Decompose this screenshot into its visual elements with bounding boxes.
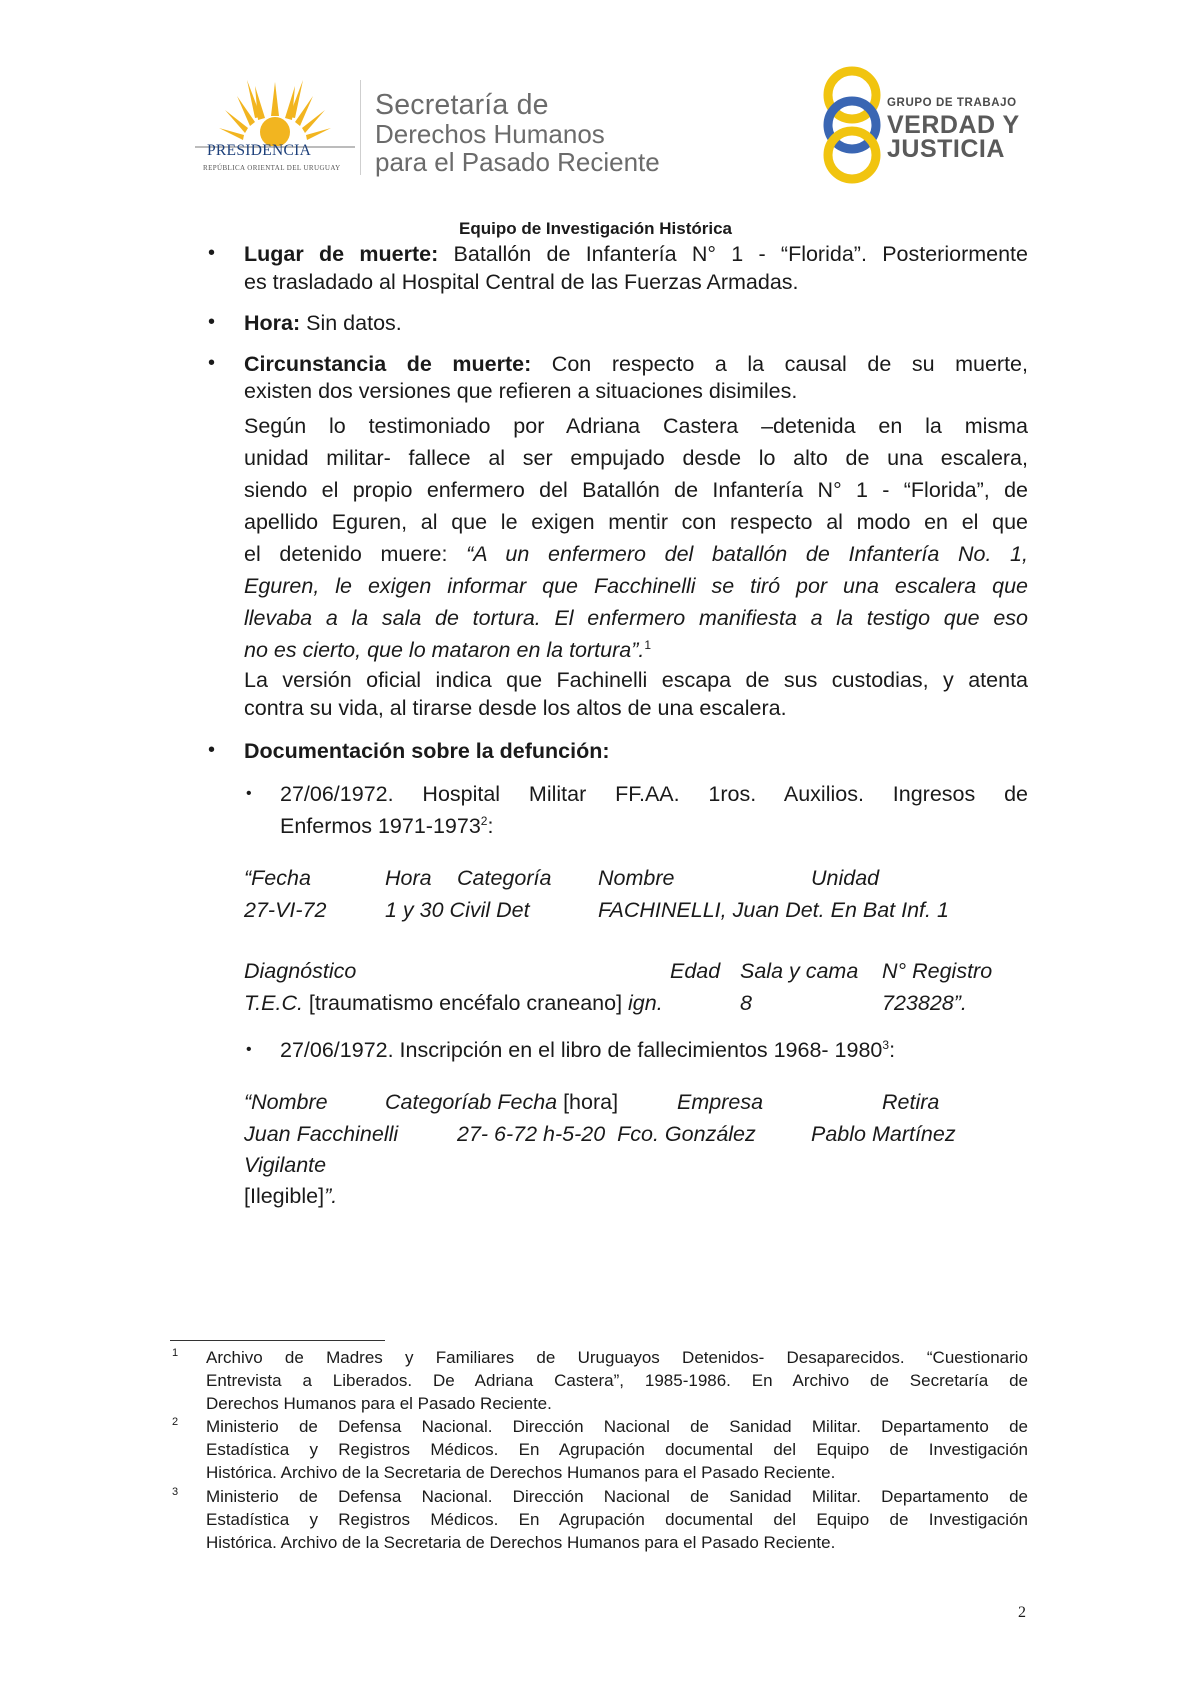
official-line-1: La versión oficial indica que Fachinelli escapa de sus custodias, y atenta <box>244 668 1028 692</box>
table1-r-nombre-unidad: FACHINELLI, Juan Det. En Bat Inf. 1 <box>598 898 949 922</box>
footnote-1-line3: Derechos Humanos para el Pasado Reciente. <box>206 1394 552 1413</box>
bullet2-line <box>244 309 402 337</box>
ilegible-text: [Ilegible] <box>244 1184 325 1208</box>
bullet1-line2: es trasladado al Hospital Central de las Fuerzas Armadas. <box>244 270 799 294</box>
footnote-2-number: 2 <box>172 1416 179 1428</box>
bullet4-label: Documentación sobre la defunción: <box>244 739 610 763</box>
table1-h-nombre: Nombre <box>598 866 675 890</box>
footnote-3-line3: Histórica. Archivo de la Secretaria de Derechos Humanos para el Pasado Reciente. <box>206 1533 836 1552</box>
bullet1-line1 <box>244 240 1028 268</box>
doc1-line2 <box>280 812 493 840</box>
para-line-5a: el detenido muere: <box>244 542 467 566</box>
page-number: 2 <box>1018 1604 1026 1621</box>
bullet3-line1 <box>244 350 1028 378</box>
footnote-2-line3: Histórica. Archivo de la Secretaria de Derechos Humanos para el Pasado Reciente. <box>206 1463 836 1482</box>
table2-r-nombre: Juan Facchinelli <box>244 1122 399 1146</box>
table2-r-ilegible <box>244 1182 337 1210</box>
table2-h-categoria-fecha <box>385 1088 618 1116</box>
sub-bullet-dot: • <box>246 1041 252 1058</box>
table1-h-hora: Hora <box>385 866 432 890</box>
footnote-1-line2: Entrevista a Liberados. De Adriana Castera”, 1985-1986. En Archivo de Secretaría de <box>206 1371 1028 1390</box>
secretaria-title <box>375 90 660 176</box>
bullet1-label: Lugar de muerte: <box>244 242 439 266</box>
table2-h-hora: [hora] <box>557 1090 619 1114</box>
table1-h2-edad: Edad <box>670 959 721 983</box>
footnote-2-line2: Estadística y Registros Médicos. En Agrupación documental del Equipo de Investigación <box>206 1440 1028 1459</box>
table2-h-catfecha-text: Categoríab Fecha <box>385 1090 558 1114</box>
table2-r-fecha-empresa: 27- 6-72 h-5-20 Fco. González <box>457 1122 756 1146</box>
footnote-3-line1: Ministerio de Defensa Nacional. Dirección Nacional de Sanidad Militar. Departamento de <box>206 1487 1028 1506</box>
quote-line-8 <box>244 636 651 664</box>
doc2-line <box>280 1036 895 1064</box>
quote-line-7: llevaba a la sala de tortura. El enfermero manifiesta a la testigo que eso <box>244 606 1028 630</box>
footnote-ref-2: 2 <box>480 813 488 828</box>
bullet-dot: • <box>208 311 216 333</box>
table1-r2-registro: 723828”. <box>882 991 967 1015</box>
footnote-2-line1: Ministerio de Defensa Nacional. Dirección Nacional de Sanidad Militar. Departamento de <box>206 1417 1028 1436</box>
para-line-4: apellido Eguren, al que le exigen mentir con respecto al modo en el que <box>244 510 1028 534</box>
secretaria-line-3: para el Pasado Reciente <box>375 147 660 177</box>
table1-h-categoria: Categoría <box>457 866 552 890</box>
table2-r-retira: Pablo Martínez <box>811 1122 956 1146</box>
bullet3-label: Circunstancia de muerte: <box>244 352 532 376</box>
bullet2-text: Sin datos. <box>300 311 402 335</box>
doc2-text: 27/06/1972. Inscripción en el libro de fallecimientos 1968- 1980 <box>280 1038 883 1062</box>
secretaria-line-2: Derechos Humanos <box>375 119 605 149</box>
official-line-2: contra su vida, al tirarse desde los altos de una escalera. <box>244 696 787 720</box>
footnote-ref-1: 1 <box>644 637 652 652</box>
footnote-1-number: 1 <box>172 1347 179 1359</box>
bullet-dot: • <box>208 242 216 264</box>
bullet2-label: Hora: <box>244 311 301 335</box>
para-line-1: Según lo testimoniado por Adriana Castera –detenida en la misma <box>244 414 1028 438</box>
table1-h2-diagnostico: Diagnóstico <box>244 959 357 983</box>
tec-abbrev: T.E.C. <box>244 991 303 1015</box>
table1-r2-diagnostico <box>244 989 663 1017</box>
table1-h-unidad: Unidad <box>811 866 880 890</box>
quote-line-6: Eguren, le exigen informar que Facchinelli se tiró por una escalera que <box>244 574 1028 598</box>
grupo-small-label: GRUPO DE TRABAJO <box>887 97 1017 109</box>
footnote-3-number: 3 <box>172 1486 179 1498</box>
footnote-1-line1: Archivo de Madres y Familiares de Uruguayos Detenidos- Desaparecidos. “Cuestionario <box>206 1348 1028 1367</box>
bullet4-line <box>244 737 610 765</box>
verdad-justicia-logo <box>812 63 1022 188</box>
footnote-3-line2: Estadística y Registros Médicos. En Agrupación documental del Equipo de Investigación <box>206 1510 1028 1529</box>
table2-h-empresa: Empresa <box>677 1090 764 1114</box>
table2-h-nombre: “Nombre <box>244 1090 328 1114</box>
table1-r-fecha: 27-VI-72 <box>244 898 327 922</box>
bullet1-text: Batallón de Infantería N° 1 - “Florida”. Posteriormente <box>438 242 1028 266</box>
doc1-line2-end: : <box>487 814 494 838</box>
bullet3-text: Con respecto a la causal de su muerte, <box>531 352 1028 376</box>
bullet3-line2: existen dos versiones que refieren a situaciones disimiles. <box>244 379 798 403</box>
presidencia-label: PRESIDENCIA <box>207 142 312 159</box>
bullet-dot: • <box>208 352 216 374</box>
sun-icon <box>195 80 355 150</box>
footnote-ref-3: 3 <box>882 1037 890 1052</box>
presidencia-sublabel: REPÚBLICA ORIENTAL DEL URUGUAY <box>203 164 341 172</box>
table1-h-fecha: “Fecha <box>244 866 311 890</box>
ilegible-end: ”. <box>324 1184 338 1208</box>
presidencia-logo <box>195 80 355 175</box>
team-heading: Equipo de Investigación Histórica <box>459 219 732 238</box>
tec-full: [traumatismo encéfalo craneano] <box>302 991 629 1015</box>
grupo-big-line-2: JUSTICIA <box>887 135 1005 163</box>
table2-r-vigilante: Vigilante <box>244 1153 327 1177</box>
doc2-end: : <box>889 1038 896 1062</box>
table1-h2-registro: N° Registro <box>882 959 993 983</box>
table1-r-hora-cat: 1 y 30 Civil Det <box>385 898 530 922</box>
para-line-5b: “A un enfermero del batallón de Infantería No. 1, <box>466 542 1028 566</box>
footnote-separator <box>170 1340 385 1341</box>
para-line-2: unidad militar- fallece al ser empujado desde lo alto de una escalera, <box>244 446 1028 470</box>
header-divider <box>360 80 361 175</box>
quote-line-8-text: no es cierto, que lo mataron en la tortura”. <box>244 638 645 662</box>
secretaria-line-1: Secretaría de <box>375 89 549 121</box>
tec-edad: ign. <box>628 991 663 1015</box>
table1-r2-sala: 8 <box>740 991 752 1015</box>
linked-rings-icon <box>812 63 892 188</box>
grupo-big-line-1: VERDAD Y <box>887 111 1020 139</box>
para-line-5 <box>244 540 1028 568</box>
table1-h2-sala: Sala y cama <box>740 959 859 983</box>
sub-bullet-dot: • <box>246 785 252 802</box>
para-line-3: siendo el propio enfermero del Batallón de Infantería N° 1 - “Florida”, de <box>244 478 1028 502</box>
bullet-dot: • <box>208 739 216 761</box>
doc1-line2-text: Enfermos 1971-1973 <box>280 814 481 838</box>
table2-h-retira: Retira <box>882 1090 940 1114</box>
doc1-line1: 27/06/1972. Hospital Militar FF.AA. 1ros. Auxilios. Ingresos de <box>280 782 1028 806</box>
